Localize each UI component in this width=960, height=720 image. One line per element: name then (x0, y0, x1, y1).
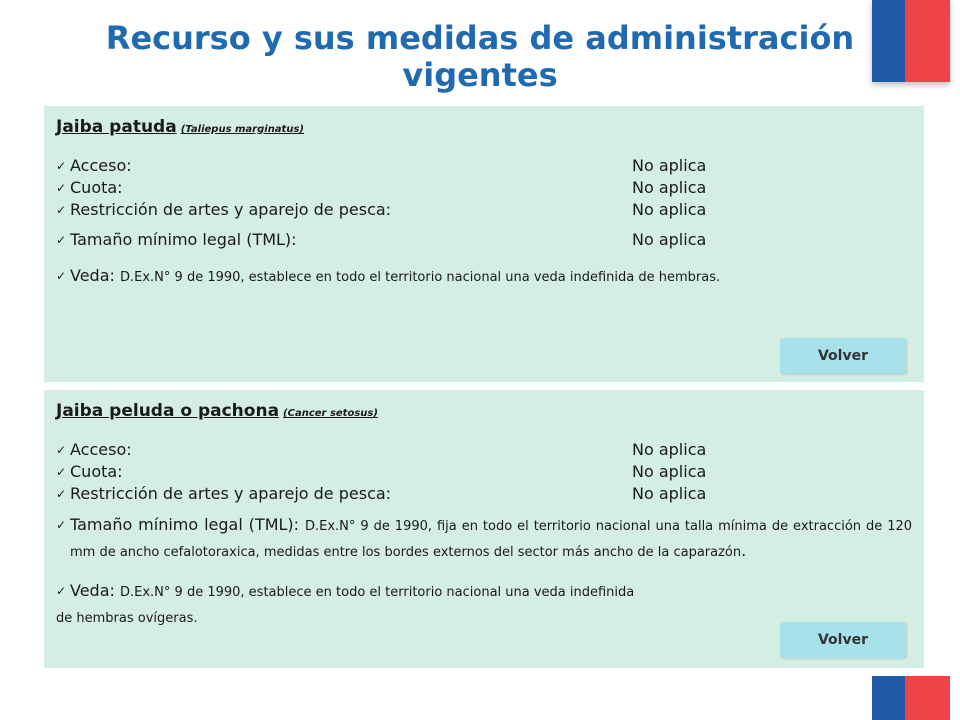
volver-button[interactable]: Volver (780, 622, 906, 658)
item-restriccion (56, 199, 912, 221)
check-icon: ✓ (56, 269, 67, 283)
item-value: No aplica (632, 440, 707, 459)
check-icon: ✓ (56, 443, 67, 457)
item-acceso (56, 439, 912, 461)
species-heading (56, 116, 912, 141)
item-cuota (56, 177, 912, 199)
item-veda (56, 265, 912, 289)
item-label: Restricción de artes y aparejo de pesca: (70, 200, 392, 219)
item-value: No aplica (632, 230, 707, 249)
tml-label: Tamaño mínimo legal (TML): (70, 515, 300, 534)
item-value: No aplica (632, 156, 707, 175)
item-value: No aplica (632, 200, 707, 219)
tml-text: D.Ex.N° 9 de 1990, fija en todo el territorio nacional una talla mínima de extracción de 120 mm de ancho cefalotoraxica, medidas entre los bordes externos del sector más ancho de la caparazón (70, 519, 913, 560)
item-tml (56, 229, 912, 251)
veda-label: Veda: (70, 266, 115, 285)
check-icon: ✓ (56, 233, 67, 247)
page-title: Recurso y sus medidas de administración vigentes (105, 19, 855, 94)
item-label: Cuota: (70, 462, 123, 481)
tml-end: . (741, 541, 747, 560)
item-cuota (56, 461, 912, 483)
veda-text: D.Ex.N° 9 de 1990, establece en todo el territorio nacional una veda indefinida de hembras. (120, 270, 721, 285)
item-value: No aplica (632, 462, 707, 481)
item-label: Acceso: (70, 156, 132, 175)
species-name: Jaiba peluda o pachona (56, 401, 280, 421)
check-icon: ✓ (56, 465, 67, 479)
check-icon: ✓ (56, 518, 67, 532)
item-label: Restricción de artes y aparejo de pesca: (70, 484, 392, 503)
volver-button[interactable]: Volver (780, 338, 906, 374)
item-label: Acceso: (70, 440, 132, 459)
item-label: Cuota: (70, 178, 123, 197)
species-heading (56, 400, 912, 425)
scientific-name: (Taliepus marginatus) (180, 124, 304, 135)
item-acceso (56, 155, 912, 177)
check-icon: ✓ (56, 159, 67, 173)
item-value: No aplica (632, 484, 707, 503)
flag-top-logo (872, 0, 950, 82)
veda-label: Veda: (70, 581, 115, 600)
check-icon: ✓ (56, 203, 67, 217)
panel-jaiba-peluda (44, 390, 924, 668)
item-value: No aplica (632, 178, 707, 197)
veda-text-continued: de hembras ovígeras. (56, 611, 198, 626)
species-name: Jaiba patuda (56, 117, 177, 137)
item-restriccion (56, 483, 912, 505)
veda-text: D.Ex.N° 9 de 1990, establece en todo el territorio nacional una veda indefinida (120, 585, 635, 600)
check-icon: ✓ (56, 487, 67, 501)
item-label: Tamaño mínimo legal (TML): (70, 230, 297, 249)
item-tml (56, 513, 912, 565)
scientific-name: (Cancer setosus) (283, 408, 378, 419)
check-icon: ✓ (56, 181, 67, 195)
panel-jaiba-patuda (44, 106, 924, 382)
check-icon: ✓ (56, 584, 67, 598)
flag-bottom-logo (872, 676, 950, 720)
